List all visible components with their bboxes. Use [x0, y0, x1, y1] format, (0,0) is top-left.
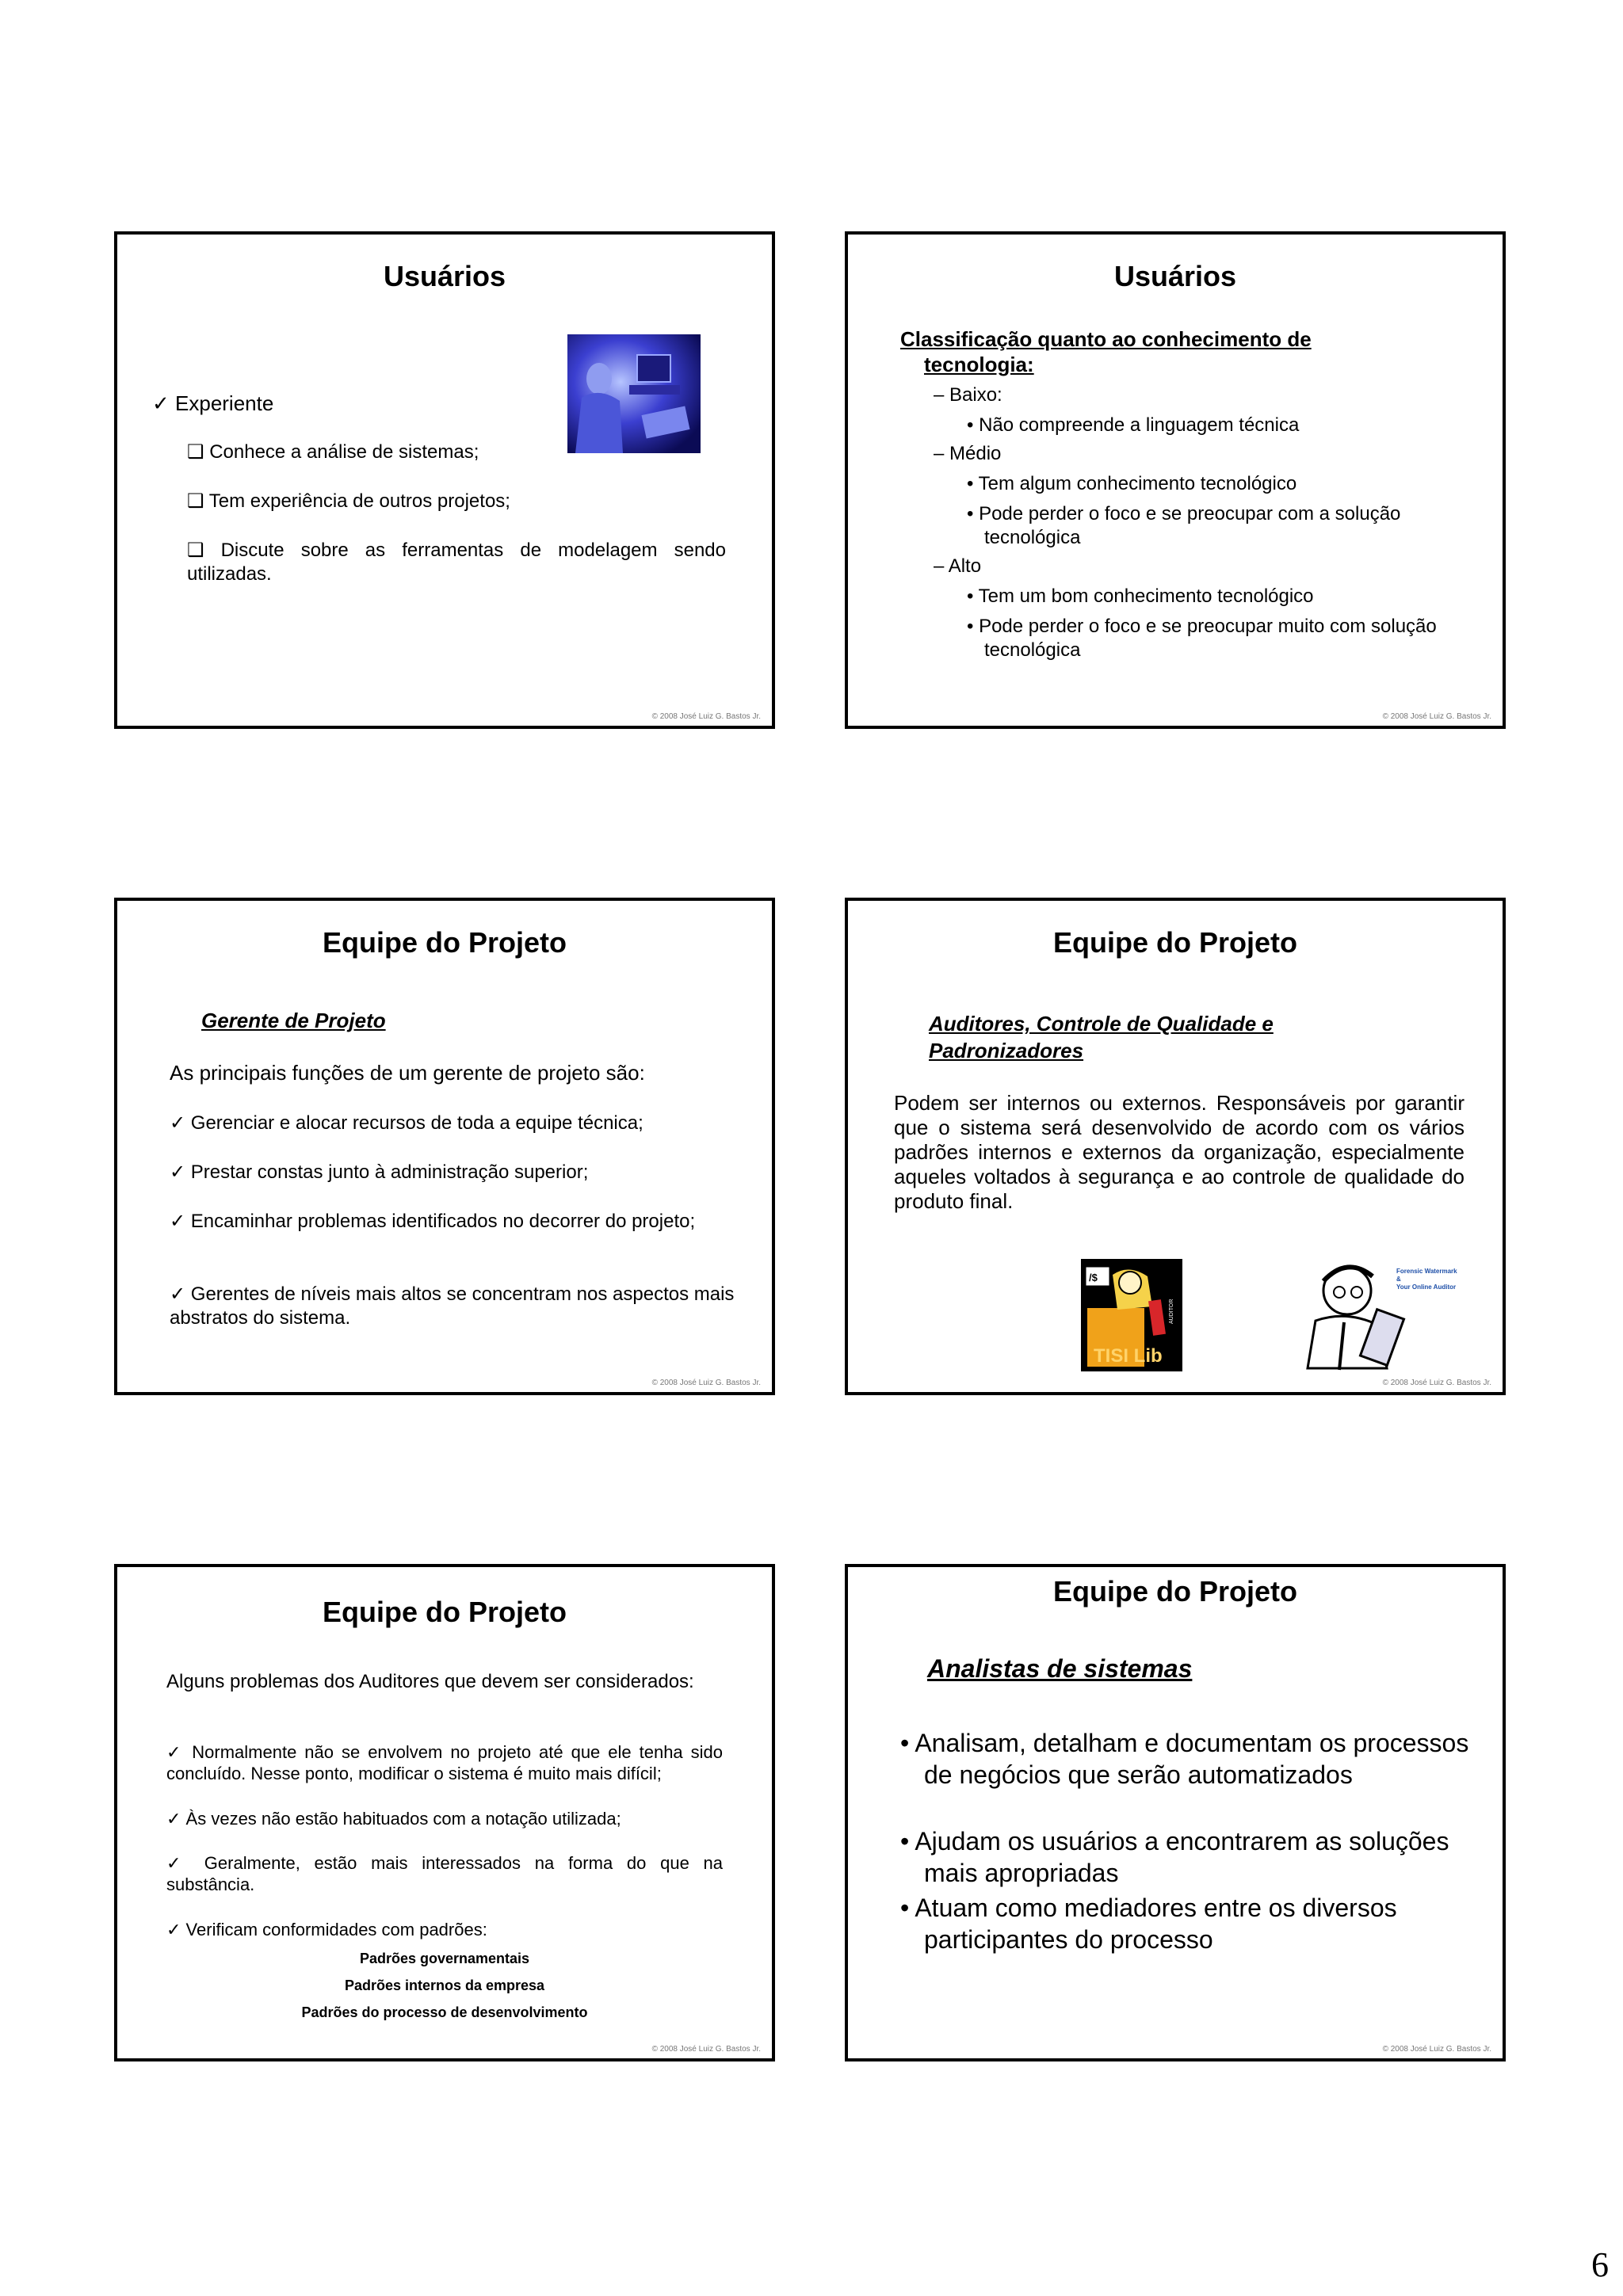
- slide-usuarios-2: [845, 231, 1506, 729]
- slide-title: Usuários: [1113, 260, 1237, 292]
- slide-equipe-analistas: [845, 1564, 1506, 2061]
- slide-subtitle: Analistas de sistemas: [927, 1654, 1193, 1683]
- slide-title: Usuários: [383, 260, 506, 292]
- level-baixo: – Baixo:: [934, 383, 1002, 407]
- list-item: ✓ Encaminhar problemas identificados no decorrer do projeto;: [170, 1210, 716, 1234]
- user-photo-image: [567, 334, 701, 453]
- copyright: © 2008 José Luiz G. Bastos Jr.: [651, 2045, 761, 2054]
- slide-usuarios-1: [114, 231, 775, 729]
- box-label: TISI Lib: [1094, 1345, 1163, 1367]
- checklist-heading: ✓ Experiente: [152, 391, 273, 416]
- slide-title: Equipe do Projeto: [322, 926, 567, 959]
- copyright: © 2008 José Luiz G. Bastos Jr.: [1382, 712, 1491, 721]
- copyright: © 2008 José Luiz G. Bastos Jr.: [1382, 2045, 1491, 2054]
- caption-line-3: Your Online Auditor: [1396, 1283, 1457, 1291]
- intro-text: Alguns problemas dos Auditores que devem ser considerados:: [166, 1671, 694, 1692]
- standard-item: Padrões governamentais: [359, 1951, 530, 1966]
- caption-line-1: Forensic Watermark: [1396, 1268, 1457, 1275]
- auditor-box-image: [1081, 1259, 1182, 1371]
- standard-item: Padrões internos da empresa: [344, 1978, 545, 1993]
- list-item: ✓ Gerenciar e alocar recursos de toda a equipe técnica;: [170, 1112, 643, 1135]
- list-item: ❑ Conhece a análise de sistemas;: [187, 441, 479, 464]
- page-number: 6: [1591, 2245, 1609, 2284]
- slide-equipe-problemas: [114, 1564, 775, 2061]
- svg-text:/$: /$: [1089, 1272, 1098, 1283]
- copyright: © 2008 José Luiz G. Bastos Jr.: [651, 1379, 761, 1387]
- list-item: ✓ Às vezes não estão habituados com a notação utilizada;: [166, 1808, 621, 1829]
- list-item: ❑ Discute sobre as ferramentas de modelagem sendo utilizadas.: [187, 539, 726, 586]
- list-item: ✓ Prestar constas junto à administração superior;: [170, 1161, 588, 1184]
- slide-subtitle: Auditores, Controle de Qualidade e Padronizadores: [929, 1012, 1274, 1062]
- list-item: ✓ Gerentes de níveis mais altos se concentram nos aspectos mais abstratos do sistema.: [170, 1283, 740, 1330]
- list-item: • Analisam, detalham e documentam os processos de negócios que serão automatizados: [900, 1727, 1471, 1791]
- slide-equipe-auditores: [845, 898, 1506, 1395]
- list-item: ❑ Tem experiência de outros projetos;: [187, 490, 510, 513]
- slide-subtitle: Gerente de Projeto: [201, 1009, 386, 1032]
- list-item: • Tem algum conhecimento tecnológico: [967, 472, 1296, 496]
- auditor-tag-label: AUDITOR: [1169, 1299, 1174, 1324]
- list-item: • Tem um bom conhecimento tecnológico: [967, 585, 1314, 608]
- list-item: ✓ Geralmente, estão mais interessados na forma do que na substância.: [166, 1852, 723, 1895]
- slide-equipe-gerente: [114, 898, 775, 1395]
- intro-text: As principais funções de um gerente de projeto são:: [170, 1061, 645, 1085]
- copyright: © 2008 José Luiz G. Bastos Jr.: [1382, 1379, 1491, 1387]
- list-item: • Não compreende a linguagem técnica: [967, 414, 1299, 437]
- level-alto: – Alto: [934, 555, 981, 578]
- slide-title: Equipe do Projeto: [1052, 926, 1297, 959]
- standard-item: Padrões do processo de desenvolvimento: [301, 2004, 588, 2020]
- level-medio: – Médio: [934, 442, 1001, 466]
- caption-line-2: &: [1396, 1276, 1401, 1283]
- classification-heading: Classificação quanto ao conhecimento de tecnologia:: [900, 327, 1312, 376]
- slide-title: Equipe do Projeto: [1052, 1575, 1297, 1608]
- body-text: Podem ser internos ou externos. Responsáveis por garantir que o sistema será desenvolvido de acordo com os vários padrões internos e externos da organização, especialmente aqueles voltados à segurança e ao controle de qualidade do produto final.: [894, 1091, 1465, 1213]
- list-item: ✓ Verificam conformidades com padrões:: [166, 1919, 487, 1940]
- copyright: © 2008 José Luiz G. Bastos Jr.: [651, 712, 761, 721]
- online-auditor-image: [1292, 1249, 1458, 1373]
- list-item: • Pode perder o foco e se preocupar muito com solução tecnológica: [967, 615, 1460, 662]
- slide-title: Equipe do Projeto: [322, 1596, 567, 1628]
- list-item: ✓ Normalmente não se envolvem no projeto até que ele tenha sido concluído. Nesse ponto, modificar o sistema é muito mais difícil;: [166, 1741, 723, 1784]
- list-item: • Ajudam os usuários a encontrarem as soluções mais apropriadas: [900, 1825, 1471, 1889]
- list-item: • Pode perder o foco e se preocupar com a solução tecnológica: [967, 502, 1491, 550]
- list-item: • Atuam como mediadores entre os diversos participantes do processo: [900, 1892, 1471, 1955]
